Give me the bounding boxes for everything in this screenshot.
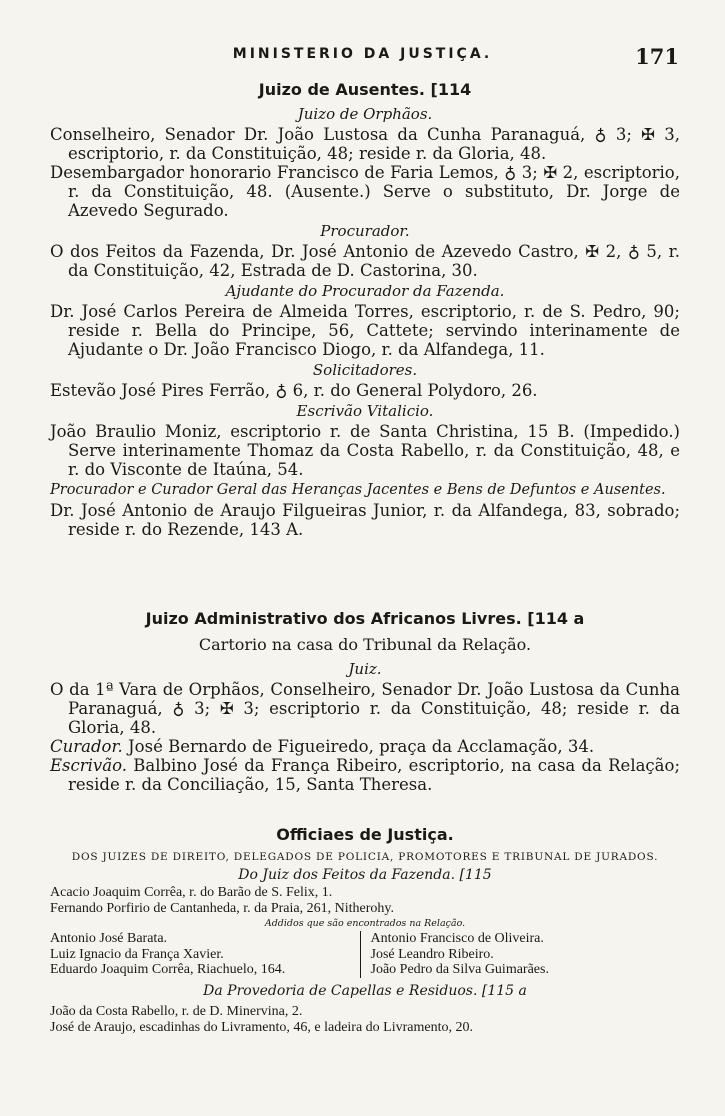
entry-escrivao bbox=[50, 756, 680, 794]
addido-name: João Pedro da Silva Guimarães. bbox=[370, 962, 549, 977]
addidos-columns bbox=[50, 931, 680, 978]
escrivao-label: Escrivão. bbox=[50, 756, 127, 775]
officiaes-subtitle: DOS JUIZES DE DIREITO, DELEGADOS DE POLICIA, PROMOTORES E TRIBUNAL DE JURADOS. bbox=[71, 851, 659, 863]
addido-name: Antonio Francisco de Oliveira. bbox=[370, 931, 544, 946]
cartorio-line: Cartorio na casa do Tribunal da Relação. bbox=[198, 635, 532, 654]
addido-name: Antonio José Barata. bbox=[50, 931, 168, 946]
subheading-procurador-geral: Procurador e Curador Geral das Heranças Jacentes e Bens de Defuntos e Ausentes. bbox=[50, 482, 666, 498]
section-ausentes bbox=[50, 77, 680, 539]
entry-juiz: O da 1ª Vara de Orphãos, Conselheiro, Senador Dr. João Lustosa da Cunha Paranaguá, ♁ 3; ✠ 3; escriptorio r. da Constituição, 48; reside r. da Gloria, 48. bbox=[50, 680, 680, 737]
subheading-escrivao: Escrivão Vitalicio. bbox=[296, 402, 434, 420]
curador-text: José Bernardo de Figueiredo, praça da Acclamação, 34. bbox=[128, 737, 595, 756]
section-title: Juizo de Ausentes. [114 bbox=[258, 80, 472, 99]
subheading-fazenda: Do Juiz dos Feitos da Fazenda. [115 bbox=[238, 867, 492, 883]
section-officiaes bbox=[50, 822, 680, 1036]
curador-label: Curador. bbox=[50, 737, 123, 756]
addido-name: Eduardo Joaquim Corrêa, Riachuelo, 164. bbox=[50, 962, 286, 977]
addidos-note: Addidos que são encontrados na Relação. bbox=[264, 918, 466, 929]
provedoria-entry-1: João da Costa Rabello, r. de D. Minervina, 2. bbox=[50, 1003, 303, 1019]
running-title: MINISTERIO DA JUSTIÇA. bbox=[232, 46, 493, 62]
entry-juiz-2: Desembargador honorario Francisco de Faria Lemos, ♁ 3; ✠ 2, escriptorio, r. da Constituição, 48. (Ausente.) Serve o substituto, Dr. Jorge de Azevedo Segurado. bbox=[50, 163, 680, 220]
provedoria-entry-2: José de Araujo, escadinhas do Livramento, 46, e ladeira do Livramento, 20. bbox=[50, 1019, 473, 1035]
entry-ajudante: Dr. José Carlos Pereira de Almeida Torres, escriptorio, r. de S. Pedro, 90; reside r. Bella do Principe, 56, Cattete; servindo interinamente de Ajudante o Dr. João Francisco Diogo, r. da Alfandega, 11. bbox=[50, 302, 680, 359]
entry-procurador-geral: Dr. José Antonio de Araujo Filgueiras Junior, r. da Alfandega, 83, sobrado; reside r. do Rezende, 143 A. bbox=[50, 501, 680, 539]
subheading-provedoria: Da Provedoria de Capellas e Residuos. [115 a bbox=[203, 982, 527, 999]
page-number: 171 bbox=[635, 44, 679, 69]
fazenda-entry-2: Fernando Porfirio de Cantanheda, r. da Praia, 261, Nitherohy. bbox=[50, 901, 394, 916]
subheading-juiz: Juizo de Orphãos. bbox=[297, 105, 433, 123]
page-header bbox=[0, 46, 725, 72]
subheading-juiz: Juiz. bbox=[348, 660, 382, 678]
addido-name: José Leandro Ribeiro. bbox=[370, 946, 494, 962]
escrivao-text: Balbino José da França Ribeiro, escriptorio, na casa da Relação; reside r. da Conciliação, 15, Santa Theresa. bbox=[68, 756, 681, 794]
section-africanos bbox=[50, 606, 680, 794]
addido-name: Luiz Ignacio da França Xavier. bbox=[50, 946, 224, 962]
entry-juiz-1: Conselheiro, Senador Dr. João Lustosa da Cunha Paranaguá, ♁ 3; ✠ 3, escriptorio, r. da Constituição, 48; reside r. da Gloria, 48. bbox=[50, 125, 680, 163]
subheading-ajudante: Ajudante do Procurador da Fazenda. bbox=[225, 282, 505, 300]
entry-curador bbox=[50, 737, 680, 756]
addidos-left-column bbox=[50, 931, 360, 978]
entry-escrivao: João Braulio Moniz, escriptorio r. de Santa Christina, 15 B. (Impedido.) Serve interinamente Thomaz da Costa Rabello, r. da Constituição, 48, e r. do Visconte de Itaúna, 54. bbox=[50, 422, 680, 479]
subheading-solicitadores: Solicitadores. bbox=[312, 361, 418, 379]
section-title: Officiaes de Justiça. bbox=[276, 825, 454, 844]
fazenda-entry-1: Acacio Joaquim Corrêa, r. do Barão de S. Felix, 1. bbox=[50, 885, 333, 900]
entry-solicitadores: Estevão José Pires Ferrão, ♁ 6, r. do General Polydoro, 26. bbox=[50, 381, 538, 400]
entry-procurador: O dos Feitos da Fazenda, Dr. José Antonio de Azevedo Castro, ✠ 2, ♁ 5, r. da Constituição, 42, Estrada de D. Castorina, 30. bbox=[50, 242, 680, 280]
addidos-right-column bbox=[360, 931, 681, 978]
subheading-procurador: Procurador. bbox=[320, 222, 410, 240]
section-title: Juizo Administrativo dos Africanos Livres. [114 a bbox=[145, 609, 585, 628]
